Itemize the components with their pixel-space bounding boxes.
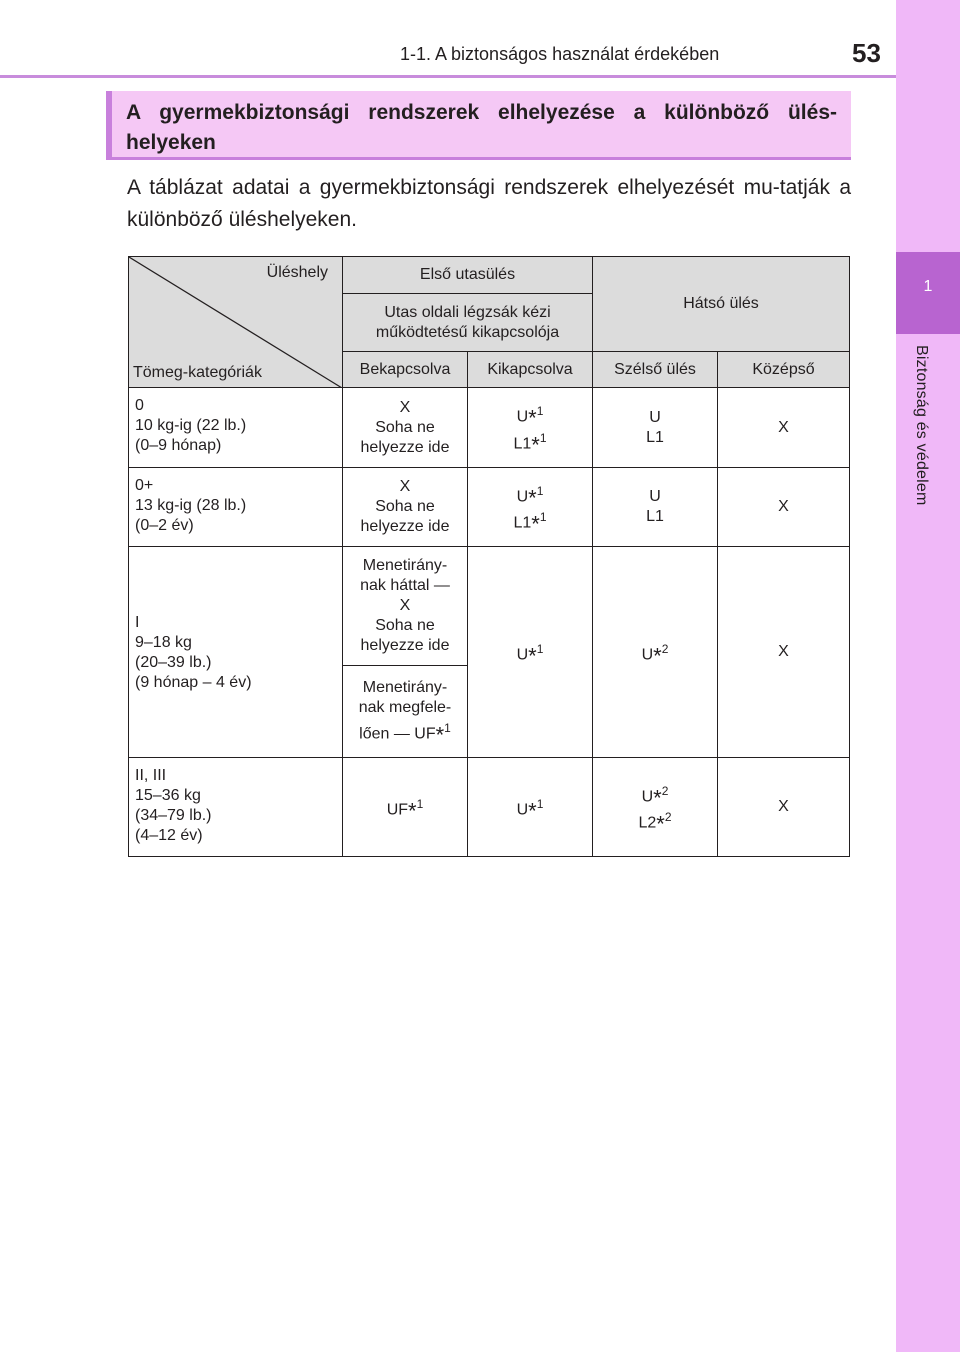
weight-group-cell: II, III 15–36 kg (34–79 lb.) (4–12 év)	[129, 758, 343, 857]
airbag-off-cell: U*$^1$ L1*$^1$	[468, 468, 593, 547]
col-outer-header: Szélső ülés	[593, 352, 718, 388]
table-row	[129, 388, 850, 468]
airbag-switch-header: Utas oldali légzsák kézi működtetésű kikapcsolója	[343, 294, 593, 352]
header-rule	[0, 75, 896, 78]
col-on-header: Bekapcsolva	[343, 352, 468, 388]
section-title: A gyermekbiztonsági rendszerek elhelyezése a különböző ülés-helyeken	[106, 91, 851, 160]
airbag-off-cell: U*$^1$	[468, 758, 593, 857]
chapter-number: 1	[923, 278, 933, 295]
airbag-off-cell: U*$^1$ L1*$^1$	[468, 388, 593, 468]
chapter-title: Biztonság és védelem	[913, 345, 930, 506]
corner-header-cell	[129, 257, 343, 388]
weight-group-cell: 0 10 kg-ig (22 lb.) (0–9 hónap)	[129, 388, 343, 468]
col-center-header: Középső	[718, 352, 850, 388]
table-row	[129, 547, 850, 666]
page-number: 53	[852, 38, 881, 68]
center-seat-cell: X	[718, 468, 850, 547]
airbag-on-cell: X Soha ne helyezze ide	[343, 388, 468, 468]
col-off-header: Kikapcsolva	[468, 352, 593, 388]
weight-group-cell: 0+ 13 kg-ig (28 lb.) (0–2 év)	[129, 468, 343, 547]
airbag-on-cell: X Soha ne helyezze ide	[343, 468, 468, 547]
weight-category-label: Tömeg-kategóriák	[133, 364, 262, 381]
weight-group-cell: I 9–18 kg (20–39 lb.) (9 hónap – 4 év)	[129, 547, 343, 758]
airbag-on-forward-cell: Menetirány- nak megfele- lően — UF*$^1$	[343, 666, 468, 758]
outer-seat-cell: U L1	[593, 388, 718, 468]
center-seat-cell: X	[718, 547, 850, 758]
chapter-side-tab	[896, 0, 960, 1352]
airbag-on-rearward-cell: Menetirány- nak háttal — X Soha ne helyezze ide	[343, 547, 468, 666]
intro-paragraph: A táblázat adatai a gyermekbiztonsági rendszerek elhelyezését mu-tatják a különböző üléshelyeken.	[127, 176, 851, 231]
seat-position-label: Üléshely	[266, 264, 328, 281]
center-seat-cell: X	[718, 758, 850, 857]
center-seat-cell: X	[718, 388, 850, 468]
airbag-off-cell: U*$^1$	[468, 547, 593, 758]
airbag-on-cell: UF*$^1$	[343, 758, 468, 857]
table-row	[129, 758, 850, 857]
outer-seat-cell: U*$^2$ L2*$^2$	[593, 758, 718, 857]
rear-seat-header: Hátsó ülés	[593, 257, 850, 352]
running-header: 1-1. A biztonságos használat érdekében	[400, 44, 720, 64]
outer-seat-cell: U L1	[593, 468, 718, 547]
front-seat-header: Első utasülés	[343, 257, 593, 294]
seating-table	[128, 256, 850, 857]
outer-seat-cell: U*$^2$	[593, 547, 718, 758]
table-row	[129, 468, 850, 547]
